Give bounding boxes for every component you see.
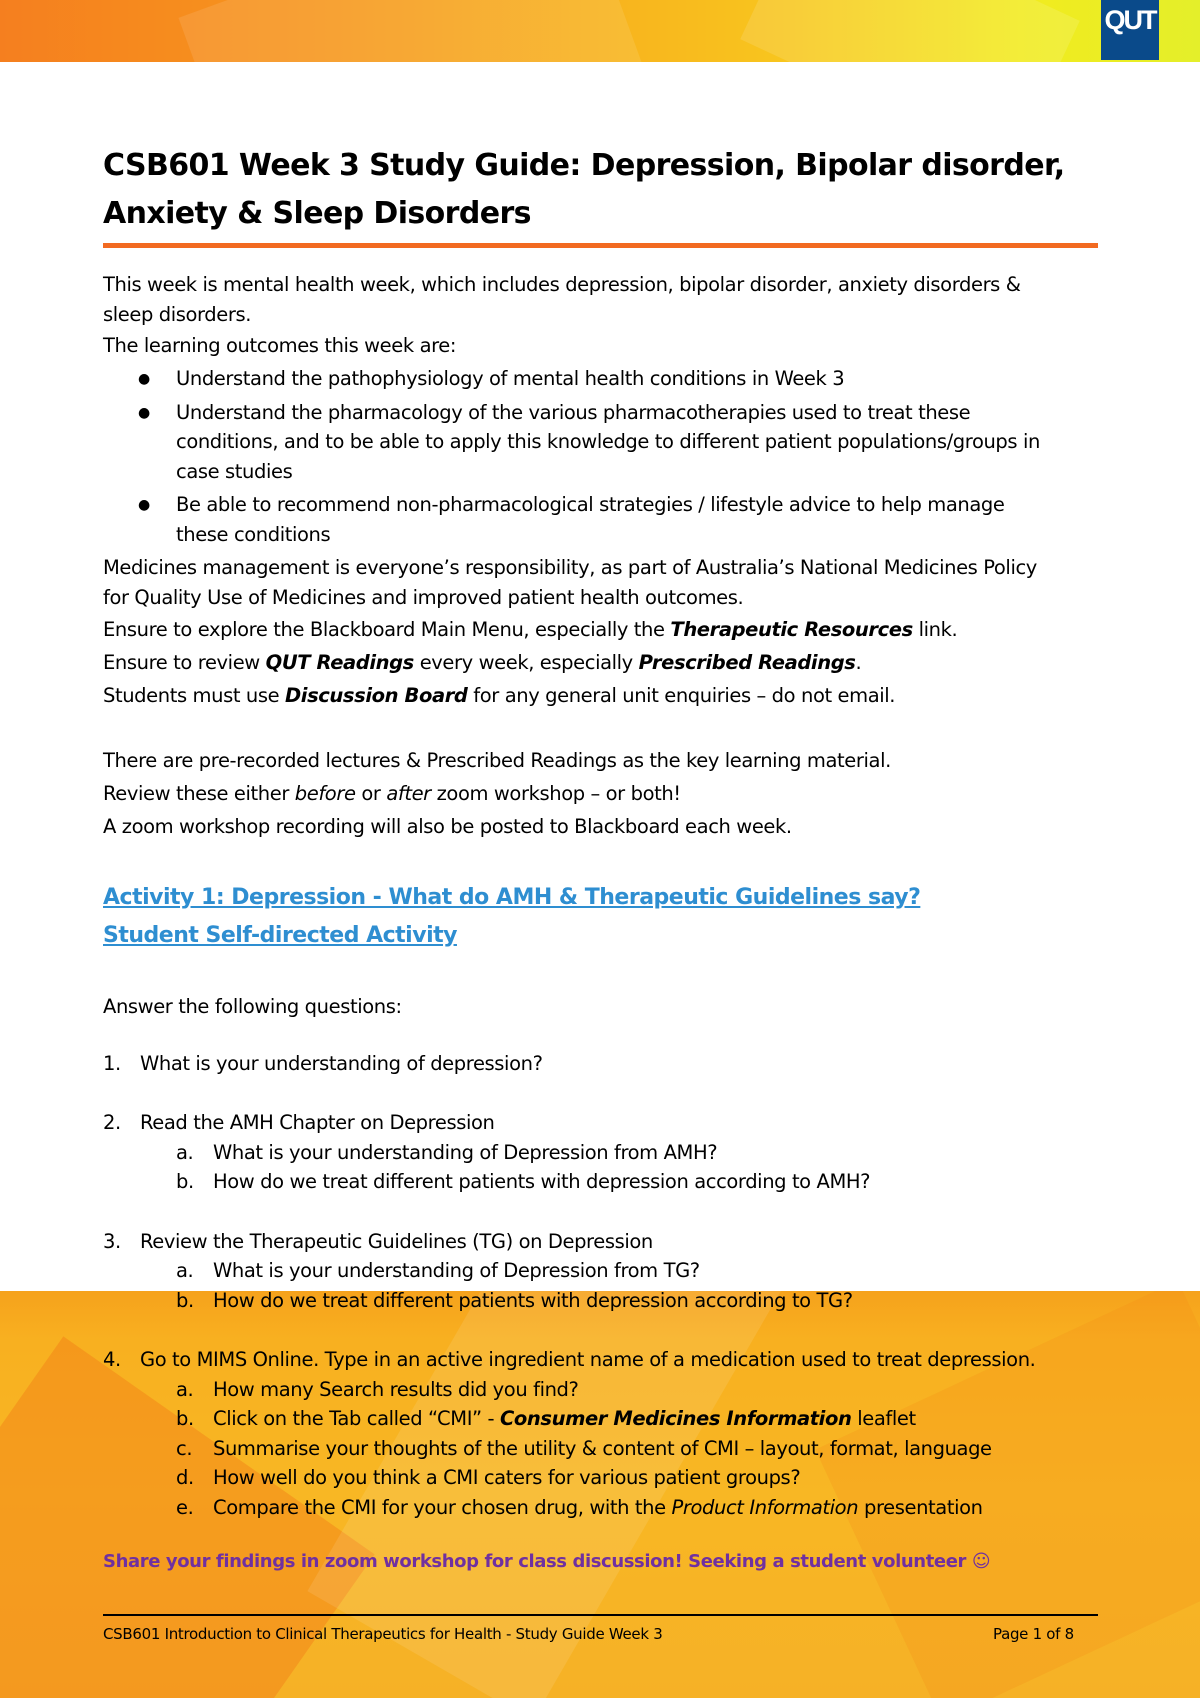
review-text: Ensure to review QUT Readings every week, especially Prescribed Readings. bbox=[103, 651, 862, 674]
page-number: Page 1 of 8 bbox=[993, 1625, 1074, 1643]
list-item: these conditions bbox=[176, 523, 331, 546]
list-letter: a. bbox=[176, 1378, 194, 1401]
medicines-text: Medicines management is everyone’s responsibility, as part of Australia’s National Medicines Policy bbox=[103, 556, 1037, 579]
list-letter: b. bbox=[176, 1289, 194, 1312]
footer-divider bbox=[103, 1614, 1098, 1616]
bullet-icon: ● bbox=[138, 497, 150, 513]
bullet-icon: ● bbox=[138, 371, 150, 387]
list-number: 2. bbox=[103, 1111, 121, 1134]
questions-prompt: Answer the following questions: bbox=[103, 995, 402, 1018]
list-item: Understand the pharmacology of the various pharmacotherapies used to treat these bbox=[176, 401, 971, 424]
footer-title: CSB601 Introduction to Clinical Therapeutics for Health - Study Guide Week 3 bbox=[103, 1625, 663, 1643]
sub-question: What is your understanding of Depression from AMH? bbox=[213, 1141, 718, 1164]
question-item: What is your understanding of depression? bbox=[140, 1052, 543, 1075]
activity-heading-link[interactable]: Activity 1: Depression - What do AMH & Therapeutic Guidelines say? bbox=[103, 885, 921, 910]
sub-question: How do we treat different patients with depression according to TG? bbox=[213, 1289, 853, 1312]
sub-question: How do we treat different patients with depression according to AMH? bbox=[213, 1170, 871, 1193]
review-timing-text: Review these either before or after zoom workshop – or both! bbox=[103, 782, 681, 805]
list-letter: a. bbox=[176, 1141, 194, 1164]
discussion-text: Students must use Discussion Board for any general unit enquiries – do not email. bbox=[103, 684, 896, 707]
activity-subheading-link[interactable]: Student Self-directed Activity bbox=[103, 923, 457, 948]
list-number: 4. bbox=[103, 1348, 121, 1371]
intro-text: sleep disorders. bbox=[103, 303, 252, 326]
list-item: case studies bbox=[176, 460, 293, 483]
sub-question: How well do you think a CMI caters for various patient groups? bbox=[213, 1466, 801, 1489]
intro-text: This week is mental health week, which includes depression, bipolar disorder, anxiety disorders & bbox=[103, 273, 1021, 296]
list-letter: d. bbox=[176, 1466, 194, 1489]
banner-decoration bbox=[178, 0, 641, 62]
list-letter: b. bbox=[176, 1407, 194, 1430]
medicines-text: for Quality Use of Medicines and improved patient health outcomes. bbox=[103, 586, 744, 609]
list-item: Be able to recommend non-pharmacological strategies / lifestyle advice to help manage bbox=[176, 493, 1005, 516]
list-item: conditions, and to be able to apply this knowledge to different patient populations/groups in bbox=[176, 430, 1040, 453]
question-item: Read the AMH Chapter on Depression bbox=[140, 1111, 495, 1134]
list-item: Understand the pathophysiology of mental health conditions in Week 3 bbox=[176, 367, 845, 390]
share-callout: Share your findings in zoom workshop for class discussion! Seeking a student volunteer ☺ bbox=[103, 1551, 991, 1572]
question-item: Review the Therapeutic Guidelines (TG) on Depression bbox=[140, 1230, 653, 1253]
list-letter: b. bbox=[176, 1170, 194, 1193]
header-banner bbox=[0, 0, 1200, 62]
sub-question: Click on the Tab called “CMI” - Consumer Medicines Information leaflet bbox=[213, 1407, 916, 1430]
title-divider bbox=[103, 243, 1098, 248]
banner-decoration bbox=[740, 0, 1080, 62]
zoom-text: A zoom workshop recording will also be posted to Blackboard each week. bbox=[103, 815, 792, 838]
list-letter: a. bbox=[176, 1259, 194, 1282]
sub-question: Summarise your thoughts of the utility & content of CMI – layout, format, language bbox=[213, 1437, 992, 1460]
explore-text: Ensure to explore the Blackboard Main Menu, especially the Therapeutic Resources link. bbox=[103, 618, 958, 641]
list-number: 3. bbox=[103, 1230, 121, 1253]
list-letter: e. bbox=[176, 1496, 194, 1519]
therapeutic-resources-link-text: Therapeutic Resources bbox=[670, 618, 913, 641]
page-title: CSB601 Week 3 Study Guide: Depression, Bipolar disorder, Anxiety & Sleep Disorders bbox=[103, 148, 1065, 231]
qut-logo: QUT bbox=[1101, 0, 1159, 60]
sub-question: Compare the CMI for your chosen drug, with the Product Information presentation bbox=[213, 1496, 983, 1519]
question-item: Go to MIMS Online. Type in an active ingredient name of a medication used to treat depression. bbox=[140, 1348, 1036, 1371]
list-letter: c. bbox=[176, 1437, 193, 1460]
lectures-text: There are pre-recorded lectures & Prescribed Readings as the key learning material. bbox=[103, 749, 891, 772]
list-number: 1. bbox=[103, 1052, 121, 1075]
sub-question: What is your understanding of Depression from TG? bbox=[213, 1259, 700, 1282]
sub-question: How many Search results did you find? bbox=[213, 1378, 579, 1401]
bullet-icon: ● bbox=[138, 405, 150, 421]
outcomes-lead: The learning outcomes this week are: bbox=[103, 334, 457, 357]
